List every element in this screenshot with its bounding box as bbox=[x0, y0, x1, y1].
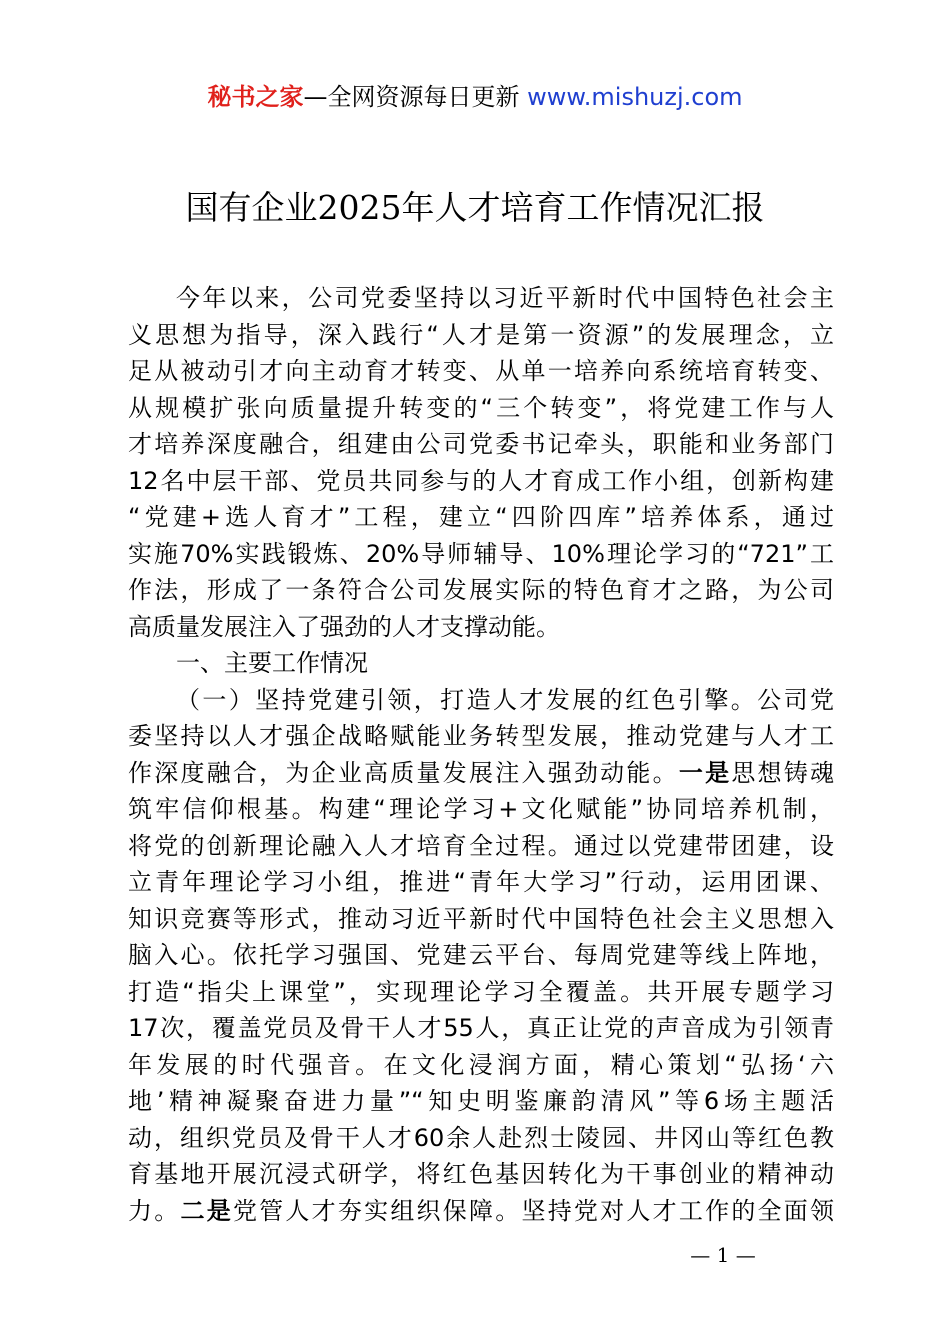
paragraph-1-line: 12名中层干部、党员共同参与的人才育成工作小组，创新构建 bbox=[128, 466, 834, 495]
paragraph-2-text: 党管人才夯实组织保障。坚持党对人才工作的全面领 bbox=[232, 1196, 835, 1225]
paragraph-1-line: 作法，形成了一条符合公司发展实际的特色育才之路，为公司 bbox=[128, 576, 834, 604]
paragraph-2-line: 立青年理论学习小组，推进“青年大学习”行动，运用团课、 bbox=[128, 868, 834, 896]
paragraph-2-line: 地’精神凝聚奋进力量”“知史明鉴廉韵清风”等6场主题活 bbox=[128, 1087, 834, 1115]
document-body bbox=[128, 280, 834, 1229]
section-heading: 一、主要工作情况 bbox=[176, 649, 368, 677]
paragraph-1-line: 义思想为指导，深入践行“人才是第一资源”的发展理念，立 bbox=[128, 320, 834, 349]
paragraph-2-line: 17次，覆盖党员及骨干人才55人，真正让党的声音成为引领青 bbox=[128, 1014, 834, 1042]
emphasis-second: 二是 bbox=[180, 1196, 233, 1225]
page-number bbox=[0, 1240, 950, 1270]
paragraph-2-text: 作深度融合，为企业高质量发展注入强劲动能。 bbox=[128, 758, 679, 787]
paragraph-1-line: “党建+选人育才”工程，建立“四阶四库”培养体系，通过 bbox=[128, 503, 834, 531]
paragraph-2-line bbox=[128, 1193, 834, 1230]
paragraph-1-line: 从规模扩张向质量提升转变的“三个转变”，将党建工作与人 bbox=[128, 393, 834, 422]
paragraph-2-line: （一）坚持党建引领，打造人才发展的红色引擎。公司党 bbox=[176, 685, 834, 714]
paragraph-2-line: 知识竞赛等形式，推动习近平新时代中国特色社会主义思想入 bbox=[128, 904, 834, 933]
paragraph-1-line: 高质量发展注入了强劲的人才支撑动能。 bbox=[128, 612, 560, 641]
banner-tagline: —全网资源每日更新 bbox=[303, 83, 528, 111]
paragraph-2-text: 力。 bbox=[128, 1196, 181, 1225]
paragraph-2-line: 将党的创新理论融入人才培育全过程。通过以党建带团建，设 bbox=[128, 831, 834, 860]
paragraph-2-text: 思想铸魂 bbox=[731, 758, 835, 787]
paragraph-2-line: 委坚持以人才强企战略赋能业务转型发展，推动党建与人才工 bbox=[128, 722, 834, 750]
banner-brand: 秘书之家 bbox=[207, 83, 304, 111]
emphasis-first: 一是 bbox=[678, 758, 732, 787]
paragraph-1-line: 实施70%实践锻炼、20%导师辅导、10%理论学习的“721”工 bbox=[128, 539, 834, 568]
paragraph-2-line bbox=[128, 755, 834, 792]
paragraph-2-line: 脑入心。依托学习强国、党建云平台、每周党建等线上阵地， bbox=[128, 941, 834, 969]
paragraph-2-line: 打造“指尖上课堂”，实现理论学习全覆盖。共开展专题学习 bbox=[128, 977, 834, 1006]
paragraph-1-line: 才培养深度融合，组建由公司党委书记牵头，职能和业务部门 bbox=[128, 430, 834, 458]
paragraph-1-line: 足从被动引才向主动育才转变、从单一培养向系统培育转变、 bbox=[128, 357, 834, 385]
paragraph-2-line: 年发展的时代强音。在文化浸润方面，精心策划“弘扬‘六 bbox=[128, 1050, 834, 1079]
document-title: 国有企业2025年人才培育工作情况汇报 bbox=[185, 188, 765, 227]
banner-url[interactable]: www.mishuzj.com bbox=[527, 83, 743, 111]
page-number-text: — 1 — bbox=[690, 1243, 756, 1267]
paragraph-2-line: 动，组织党员及骨干人才60余人赴烈士陵园、井冈山等红色教 bbox=[128, 1123, 834, 1152]
paragraph-2-line: 育基地开展沉浸式研学，将红色基因转化为干事创业的精神动 bbox=[128, 1160, 834, 1188]
paragraph-1-line: 今年以来，公司党委坚持以习近平新时代中国特色社会主 bbox=[176, 284, 834, 312]
paragraph-2-line: 筑牢信仰根基。构建“理论学习+文化赋能”协同培养机制， bbox=[128, 795, 834, 823]
site-banner bbox=[0, 80, 950, 114]
